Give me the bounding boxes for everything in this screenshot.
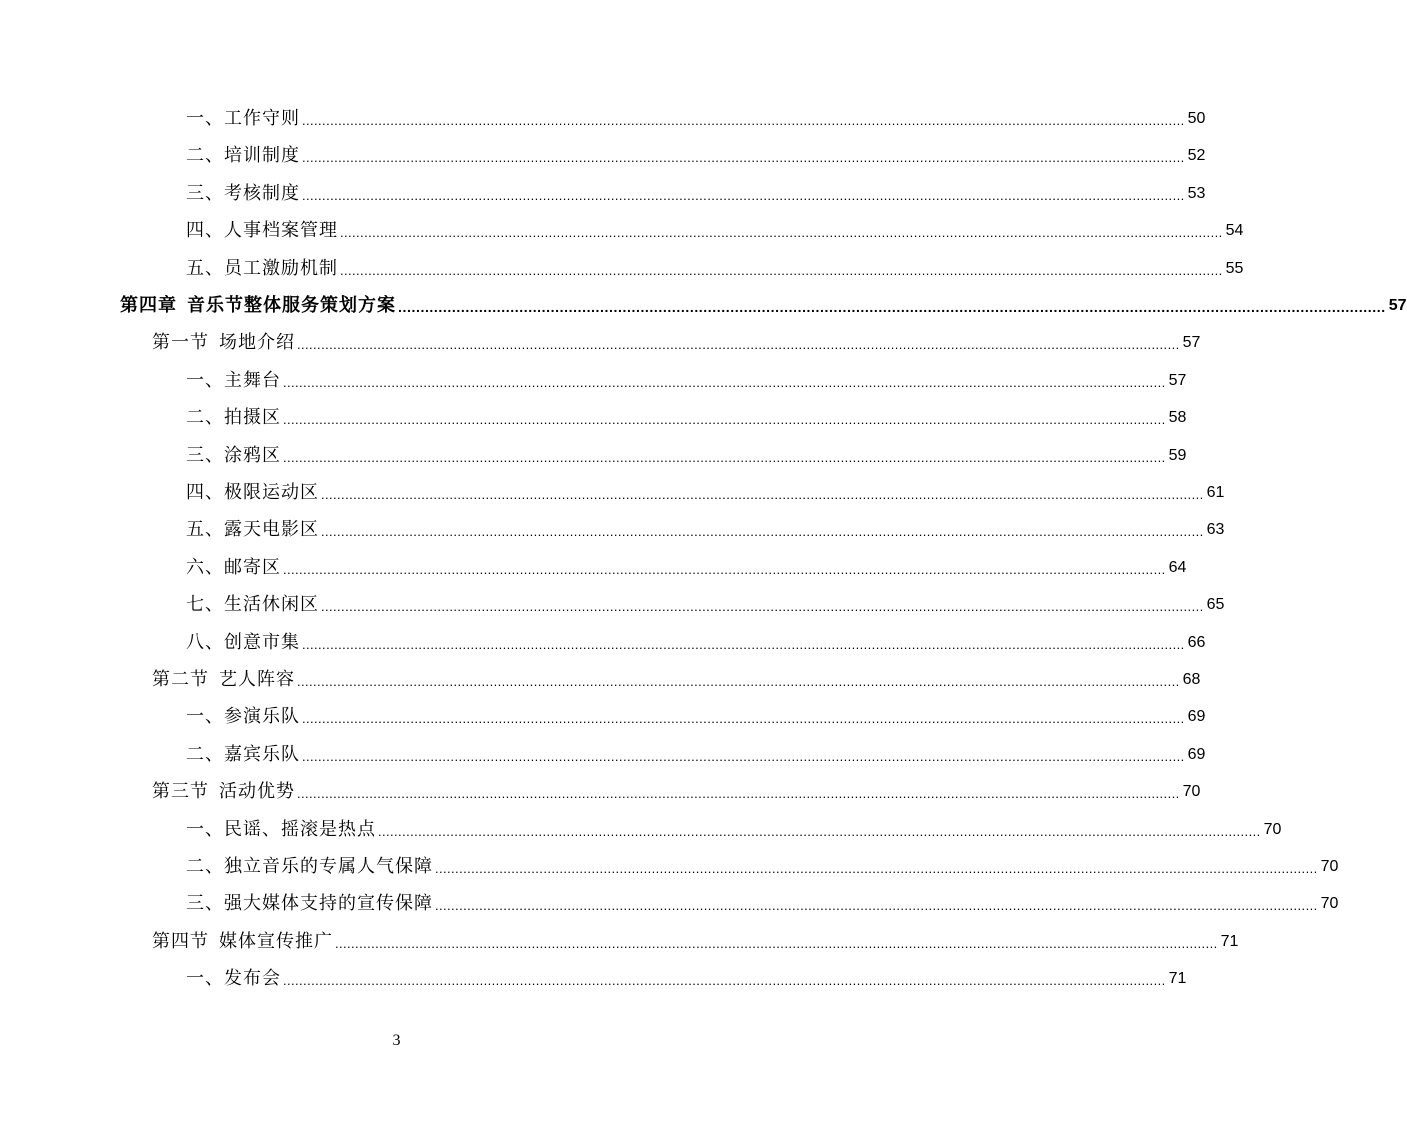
toc-entry-text: 独立音乐的专属人气保障 (224, 856, 433, 877)
toc-page-number: 64 (1168, 558, 1187, 576)
toc-page-number: 53 (1187, 184, 1206, 202)
toc-entry[interactable] (152, 661, 1201, 698)
toc-entry-text: 音乐节整体服务策划方案 (187, 295, 396, 316)
toc-entry-text: 极限运动区 (224, 482, 319, 503)
toc-entry-title (152, 773, 295, 810)
toc-entry[interactable] (186, 137, 1206, 174)
toc-page-number: 57 (1388, 297, 1407, 314)
toc-entry-text: 涂鸦区 (224, 444, 281, 466)
page-footer-number: 3 (392, 1032, 401, 1049)
toc-dot-leader: ............................................................................................................................................................................................................................ (321, 487, 1204, 502)
toc-entry[interactable] (186, 175, 1206, 212)
toc-entry-prefix: 一、 (186, 968, 224, 990)
toc-entry-prefix: 七、 (186, 594, 224, 616)
toc-entry-prefix: 二、 (186, 743, 224, 765)
toc-entry-text: 强大媒体支持的宣传保障 (224, 893, 433, 915)
toc-page-number: 68 (1182, 671, 1201, 688)
toc-entry-prefix: 一、 (186, 108, 224, 129)
toc-entry-text: 工作守则 (224, 108, 300, 129)
toc-entry-title (186, 250, 338, 287)
toc-entry[interactable] (186, 885, 1339, 922)
toc-dot-leader: ............................................................................................................................................................................................................................ (302, 150, 1185, 166)
toc-page-number: 69 (1187, 745, 1206, 763)
toc-entry-text: 媒体宣传推广 (219, 930, 333, 952)
toc-dot-leader: ............................................................................................................................................................................................................................ (302, 636, 1185, 652)
toc-entry-prefix: 五、 (186, 519, 224, 541)
toc-entry-title (186, 549, 281, 586)
toc-entry[interactable] (152, 773, 1201, 810)
toc-dot-leader: ............................................................................................................................................................................................................................ (302, 711, 1185, 727)
toc-page-number: 70 (1320, 858, 1339, 875)
toc-page-number: 52 (1187, 147, 1206, 165)
toc-entry-prefix: 三、 (186, 182, 224, 204)
toc-entry-title (186, 885, 433, 922)
toc-page-number: 70 (1320, 895, 1339, 913)
toc-entry-title (186, 175, 300, 212)
toc-dot-leader: ............................................................................................................................................................................................................................ (302, 748, 1185, 764)
toc-entry-title (186, 100, 300, 137)
toc-entry-title (186, 437, 281, 474)
toc-entry[interactable] (186, 212, 1244, 249)
toc-entry[interactable] (152, 923, 1239, 960)
toc-page-number: 69 (1187, 708, 1206, 726)
toc-page-number: 63 (1206, 521, 1225, 539)
toc-entry[interactable] (186, 624, 1206, 661)
toc-dot-leader: ............................................................................................................................................................................................................................ (398, 299, 1386, 315)
toc-page-number: 54 (1225, 222, 1244, 240)
toc-page-number: 70 (1263, 820, 1282, 838)
toc-entry-text: 活动优势 (219, 781, 295, 803)
toc-entry-text: 艺人阵容 (219, 669, 295, 690)
toc-page-number: 59 (1168, 446, 1187, 464)
toc-entry-prefix: 一、 (186, 369, 224, 391)
toc-entry-title (186, 474, 319, 511)
toc-dot-leader: ............................................................................................................................................................................................................................ (283, 973, 1166, 989)
toc-entry-text: 发布会 (224, 968, 281, 990)
toc-entry-title (152, 661, 295, 698)
toc-dot-leader: ............................................................................................................................................................................................................................ (435, 861, 1318, 876)
toc-entry-title (186, 137, 300, 174)
toc-dot-leader: ............................................................................................................................................................................................................................ (321, 599, 1204, 615)
toc-entry[interactable] (186, 511, 1225, 548)
toc-entry-prefix: 第二节 (152, 669, 209, 690)
toc-page-number: 57 (1168, 371, 1187, 389)
toc-entry-prefix: 第一节 (152, 332, 209, 354)
toc-entry-text: 拍摄区 (224, 407, 281, 429)
toc-page-number: 50 (1187, 110, 1206, 127)
toc-dot-leader: ............................................................................................................................................................................................................................ (297, 674, 1180, 689)
toc-dot-leader: ............................................................................................................................................................................................................................ (335, 935, 1218, 951)
toc-dot-leader: ............................................................................................................................................................................................................................ (283, 561, 1166, 577)
toc-entry-prefix: 二、 (186, 145, 224, 167)
toc-entry-prefix: 一、 (186, 818, 224, 840)
toc-entry-prefix: 四、 (186, 220, 224, 242)
toc-entry-prefix: 第四节 (152, 930, 209, 952)
toc-dot-leader: ............................................................................................................................................................................................................................ (283, 374, 1166, 390)
toc-entry-title (186, 698, 300, 735)
toc-entry[interactable] (186, 586, 1225, 623)
toc-entry-prefix: 六、 (186, 556, 224, 578)
toc-page-number: 55 (1225, 259, 1244, 277)
toc-entry-text: 主舞台 (224, 369, 281, 391)
toc-entry-text: 参演乐队 (224, 706, 300, 728)
toc-entry[interactable] (186, 250, 1244, 287)
toc-entry[interactable] (186, 549, 1187, 586)
toc-entry-text: 嘉宾乐队 (224, 743, 300, 765)
toc-dot-leader: ............................................................................................................................................................................................................................ (302, 187, 1185, 203)
toc-entry-prefix: 四、 (186, 482, 224, 503)
toc-dot-leader: ............................................................................................................................................................................................................................ (321, 524, 1204, 540)
toc-dot-leader: ............................................................................................................................................................................................................................ (297, 786, 1180, 802)
toc-entry-prefix: 二、 (186, 856, 224, 877)
toc-entry-title (186, 848, 433, 885)
toc-dot-leader: ............................................................................................................................................................................................................................ (297, 337, 1180, 353)
toc-entry[interactable] (186, 474, 1225, 511)
toc-entry-title (152, 324, 295, 361)
toc-entry-prefix: 三、 (186, 444, 224, 466)
toc-entry-title (186, 736, 300, 773)
toc-page-number: 58 (1168, 409, 1187, 427)
toc-entry-prefix: 第四章 (120, 295, 177, 316)
toc-entry[interactable] (186, 399, 1187, 436)
toc-entry-title (186, 511, 319, 548)
toc-entry[interactable] (186, 736, 1206, 773)
toc-page-number: 66 (1187, 633, 1206, 651)
toc-entry-text: 创意市集 (224, 631, 300, 653)
toc-entry-text: 人事档案管理 (224, 220, 338, 242)
toc-entry-title (186, 811, 376, 848)
toc-entry-title (186, 362, 281, 399)
toc-entry[interactable] (186, 437, 1187, 474)
toc-dot-leader: ............................................................................................................................................................................................................................ (378, 823, 1261, 839)
toc-entry-text: 培训制度 (224, 145, 300, 167)
toc-entry-title (186, 586, 319, 623)
toc-entry[interactable] (152, 324, 1201, 361)
toc-entry-text: 场地介绍 (219, 332, 295, 354)
toc-entry[interactable] (186, 848, 1339, 885)
toc-entry[interactable] (120, 287, 1407, 324)
toc-page-number: 70 (1182, 783, 1201, 801)
toc-entry[interactable] (186, 362, 1187, 399)
toc-entry-title (152, 923, 333, 960)
toc-entry[interactable] (186, 100, 1206, 137)
toc-entry-title (186, 212, 338, 249)
toc-page-number: 71 (1220, 932, 1239, 950)
toc-entry-text: 员工激励机制 (224, 257, 338, 279)
toc-entry-prefix: 五、 (186, 257, 224, 279)
toc-entry-title (186, 624, 300, 661)
toc-entry-prefix: 一、 (186, 706, 224, 728)
toc-dot-leader: ............................................................................................................................................................................................................................ (340, 262, 1223, 278)
toc-page-number: 65 (1206, 596, 1225, 614)
toc-entry-text: 民谣、摇滚是热点 (224, 818, 376, 840)
toc-entry-title (120, 287, 396, 324)
toc-entry-text: 邮寄区 (224, 556, 281, 578)
toc-page-number: 57 (1182, 334, 1201, 352)
toc-entry[interactable] (186, 698, 1206, 735)
toc-dot-leader: ............................................................................................................................................................................................................................ (302, 113, 1185, 128)
toc-entry-text: 露天电影区 (224, 519, 319, 541)
toc-entry-prefix: 八、 (186, 631, 224, 653)
toc-entry-title (186, 399, 281, 436)
toc-dot-leader: ............................................................................................................................................................................................................................ (283, 449, 1166, 465)
toc-page-number: 71 (1168, 970, 1187, 988)
toc-entry-prefix: 第三节 (152, 781, 209, 803)
toc-dot-leader: ............................................................................................................................................................................................................................ (283, 412, 1166, 428)
toc-dot-leader: ............................................................................................................................................................................................................................ (435, 898, 1318, 914)
toc-entry-title (186, 960, 281, 997)
toc-entry-prefix: 二、 (186, 407, 224, 429)
toc-entry[interactable] (186, 960, 1187, 997)
toc-dot-leader: ............................................................................................................................................................................................................................ (340, 225, 1223, 241)
toc-entry-text: 生活休闲区 (224, 594, 319, 616)
toc-page-number: 61 (1206, 484, 1225, 501)
toc-entry[interactable] (186, 811, 1282, 848)
toc-entry-text: 考核制度 (224, 182, 300, 204)
toc-entry-prefix: 三、 (186, 893, 224, 915)
